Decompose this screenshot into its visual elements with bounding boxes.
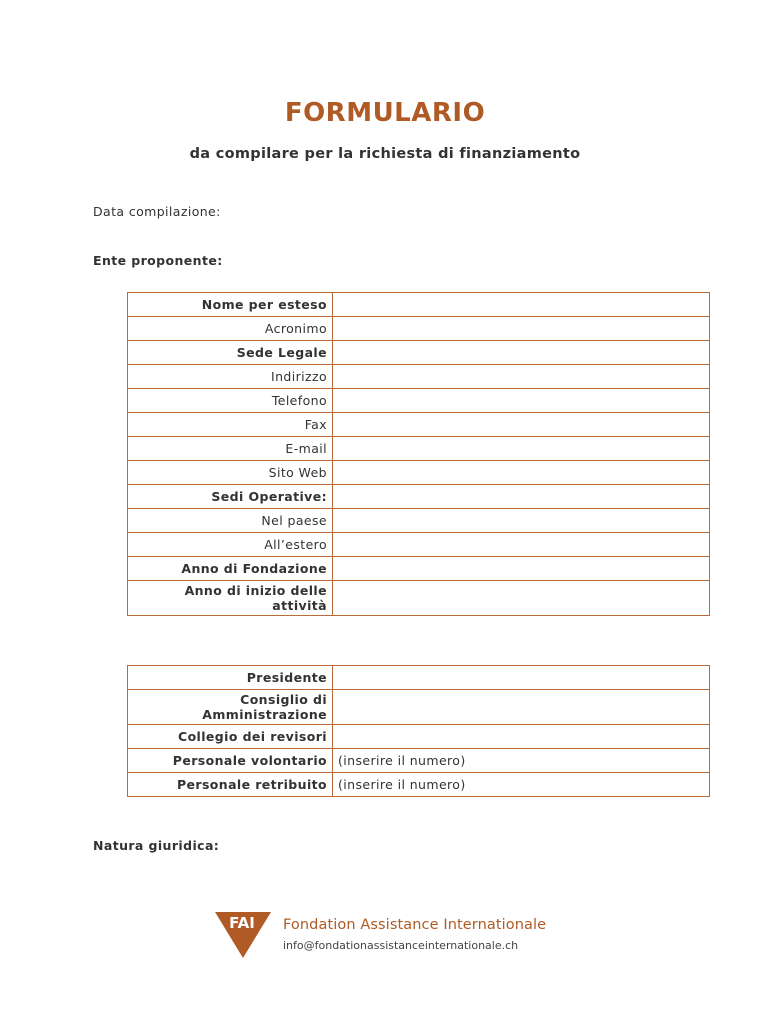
table-row bbox=[128, 533, 710, 557]
sede-legale-label: Sede Legale bbox=[128, 341, 333, 365]
personale-volontario-label: Personale volontario bbox=[128, 749, 333, 773]
all-estero-field[interactable] bbox=[333, 533, 710, 557]
table-row bbox=[128, 389, 710, 413]
table-row bbox=[128, 749, 710, 773]
table-row bbox=[128, 725, 710, 749]
fai-logo bbox=[215, 912, 271, 958]
sito-web-label: Sito Web bbox=[128, 461, 333, 485]
footer bbox=[215, 912, 547, 962]
email-field[interactable] bbox=[333, 437, 710, 461]
email-label: E-mail bbox=[128, 437, 333, 461]
indirizzo-label: Indirizzo bbox=[128, 365, 333, 389]
sede-legale-field[interactable] bbox=[333, 341, 710, 365]
table-row bbox=[128, 461, 710, 485]
table-row bbox=[128, 293, 710, 317]
data-compilazione-label: Data compilazione: bbox=[93, 204, 221, 219]
natura-giuridica-label: Natura giuridica: bbox=[93, 838, 220, 853]
table-row bbox=[128, 509, 710, 533]
sedi-operative-label: Sedi Operative: bbox=[128, 485, 333, 509]
table-row bbox=[128, 317, 710, 341]
table-row bbox=[128, 341, 710, 365]
nome-per-esteso-label: Nome per esteso bbox=[128, 293, 333, 317]
table-row bbox=[128, 413, 710, 437]
personale-volontario-field[interactable]: (inserire il numero) bbox=[333, 749, 710, 773]
presidente-field[interactable] bbox=[333, 666, 710, 690]
personale-retribuito-label: Personale retribuito bbox=[128, 773, 333, 797]
page-title: FORMULARIO bbox=[284, 98, 486, 128]
indirizzo-field[interactable] bbox=[333, 365, 710, 389]
personale-retribuito-field[interactable]: (inserire il numero) bbox=[333, 773, 710, 797]
org-email[interactable]: info@fondationassistanceinternationale.ch bbox=[283, 939, 519, 952]
all-estero-label: All’estero bbox=[128, 533, 333, 557]
page-subtitle: da compilare per la richiesta di finanziamento bbox=[189, 146, 581, 162]
acronimo-label: Acronimo bbox=[128, 317, 333, 341]
table-row bbox=[128, 690, 710, 725]
logo-text: FAI bbox=[229, 914, 255, 932]
sito-web-field[interactable] bbox=[333, 461, 710, 485]
collegio-revisori-field[interactable] bbox=[333, 725, 710, 749]
table-row bbox=[128, 773, 710, 797]
nel-paese-field[interactable] bbox=[333, 509, 710, 533]
presidente-label: Presidente bbox=[128, 666, 333, 690]
table-row bbox=[128, 666, 710, 690]
collegio-revisori-label: Collegio dei revisori bbox=[128, 725, 333, 749]
anno-inizio-attivita-label: Anno di inizio delle attività bbox=[128, 581, 333, 616]
table-row bbox=[128, 557, 710, 581]
consiglio-amministrazione-field[interactable] bbox=[333, 690, 710, 725]
nome-per-esteso-field[interactable] bbox=[333, 293, 710, 317]
sedi-operative-field[interactable] bbox=[333, 485, 710, 509]
table-row bbox=[128, 485, 710, 509]
nel-paese-label: Nel paese bbox=[128, 509, 333, 533]
table-row bbox=[128, 437, 710, 461]
table-row bbox=[128, 581, 710, 616]
ente-proponente-label: Ente proponente: bbox=[93, 253, 223, 268]
anno-inizio-attivita-field[interactable] bbox=[333, 581, 710, 616]
acronimo-field[interactable] bbox=[333, 317, 710, 341]
consiglio-amministrazione-label: Consiglio di Amministrazione bbox=[128, 690, 333, 725]
telefono-field[interactable] bbox=[333, 389, 710, 413]
anno-fondazione-field[interactable] bbox=[333, 557, 710, 581]
org-name: Fondation Assistance Internationale bbox=[283, 917, 547, 933]
telefono-label: Telefono bbox=[128, 389, 333, 413]
fax-label: Fax bbox=[128, 413, 333, 437]
table-row bbox=[128, 365, 710, 389]
fax-field[interactable] bbox=[333, 413, 710, 437]
ente-info-table bbox=[127, 292, 710, 616]
governance-table bbox=[127, 665, 710, 797]
anno-fondazione-label: Anno di Fondazione bbox=[128, 557, 333, 581]
